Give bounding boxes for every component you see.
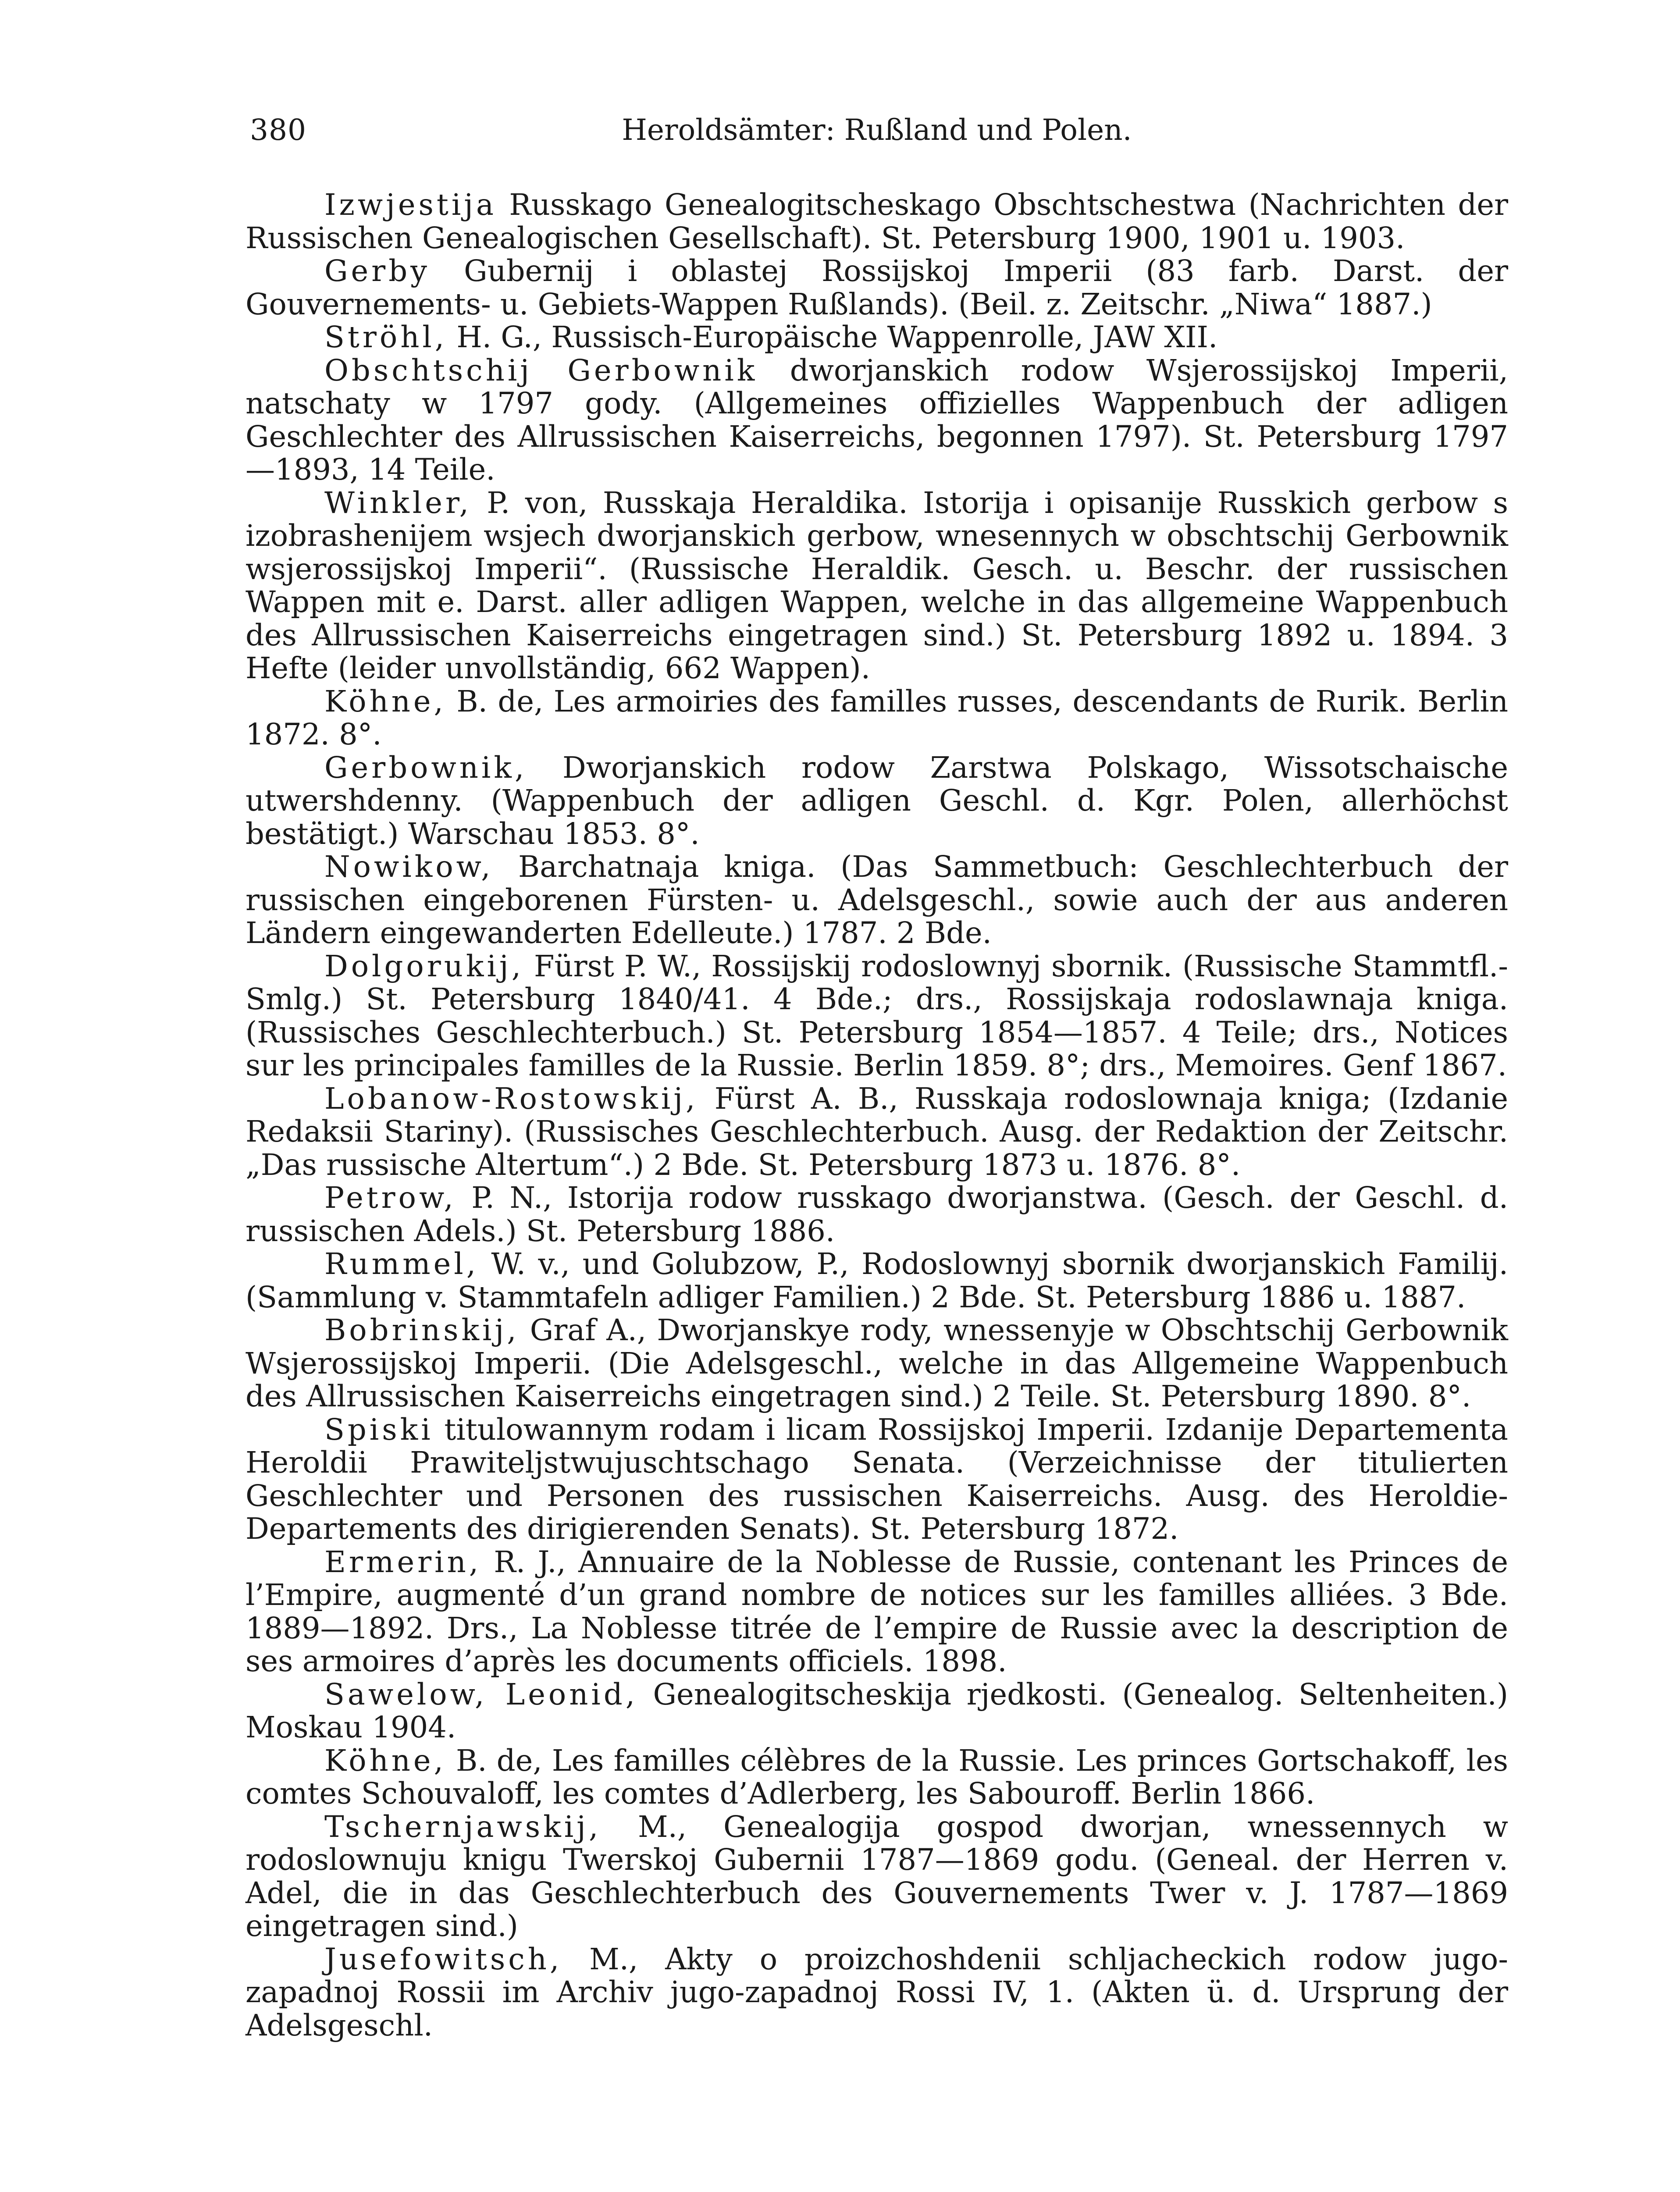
bibliography-entry — [246, 1248, 1508, 1314]
entry-text: M., Genealogija gospod dworjan, wnessennych w rodoslownuju knigu Twerskoj Gubernii 1787—1869 godu. (Geneal. der Herren v. Adel, die in das Geschlechterbuch des Gouvernements Twer v. J. 1787—1869 eingetragen sind.) — [246, 1809, 1508, 1943]
bibliography-entry — [246, 850, 1508, 950]
entry-author: Köhne, — [324, 684, 446, 719]
entry-text: Genealogitscheskija rjedkosti. (Genealog. Seltenheiten.) Moskau 1904. — [246, 1677, 1508, 1744]
bibliography-entry — [246, 950, 1508, 1082]
entry-text: H. G., Russisch-Europäische Wappenrolle, JAW XII. — [447, 320, 1218, 354]
entry-author: Köhne, — [324, 1743, 446, 1778]
page-header — [246, 113, 1508, 161]
entry-text: dworjanskich rodow Wsjerossijskoj Imperii, natschaty w 1797 gody. (Allgemeines offizielles Wappenbuch der adligen Geschlechter des Allrussischen Kaiserreichs, begonnen 1797). St. Petersburg 1797—1893, 14 Teile. — [246, 353, 1509, 487]
entry-author: Tschernjawskij, — [324, 1809, 602, 1844]
bibliography-entry — [246, 487, 1508, 685]
entry-text: M., Akty o proizchoshdenii schljacheckich rodow jugo-zapadnoj Rossii im Archiv jugo-zapadnoj Rossi IV, 1. (Akten ü. d. Ursprung der Adelsgeschl. — [246, 1942, 1508, 2043]
entry-text: titulowannym rodam i licam Rossijskoj Imperii. Izdanije Departementa Heroldii Prawiteljstwujuschtschago Senata. (Verzeichnisse der titulierten Geschlechter und Personen des russischen Kaiserreichs. Ausg. des Heroldie-Departements des dirigierenden Senats). St. Petersburg 1872. — [246, 1412, 1508, 1546]
bibliography-entry — [246, 1678, 1508, 1744]
bibliography-entry — [246, 1943, 1508, 2043]
bibliography-entry — [246, 189, 1508, 255]
entry-author: Winkler, — [324, 485, 472, 520]
entry-author: Rummel, — [324, 1247, 479, 1281]
entry-text: Russkago Genealogitscheskago Obschtschestwa (Nachrichten der Russischen Genealogischen Gesellschaft). St. Petersburg 1900, 1901 u. 1903. — [246, 188, 1508, 255]
entry-text: Fürst A. B., Russkaja rodoslownaja kniga; (Izdanie Redaksii Stariny). (Russisches Geschlechterbuch. Ausg. der Redaktion der Zeitschr. „Das russische Altertum“.) 2 Bde. St. Petersburg 1873 u. 1876. 8°. — [246, 1081, 1508, 1182]
entry-text: Fürst P. W., Rossijskij rodoslownyj sbornik. (Russische Stammtfl.-Smlg.) St. Petersburg 1840/41. 4 Bde.; drs., Rossijskaja rodoslawnaja kniga. (Russisches Geschlechterbuch.) St. Petersburg 1854—1857. 4 Teile; drs., Notices sur les principales familles de la Russie. Berlin 1859. 8°; drs., Memoires. Genf 1867. — [246, 949, 1508, 1082]
bibliography-entry — [246, 1546, 1508, 1678]
bibliography-entry — [246, 1744, 1508, 1811]
entry-author: Ermerin, — [324, 1544, 482, 1579]
page-number: 380 — [250, 113, 306, 147]
entry-text: P. N., Istorija rodow russkago dworjanstwa. (Gesch. der Geschl. d. russischen Adels.) St. Petersburg 1886. — [246, 1181, 1508, 1248]
bibliography-entry — [246, 255, 1508, 321]
entry-text: R. J., Annuaire de la Noblesse de Russie, contenant les Princes de l’Empire, augmenté d’un grand nombre de notices sur les familles alliées. 3 Bde. 1889—1892. Drs., La Noblesse titrée de l’empire de Russie avec la description de ses armoires d’après les documents officiels. 1898. — [246, 1544, 1508, 1678]
entry-text: B. de, Les familles célèbres de la Russie. Les princes Gortschakoff, les comtes Schouvaloff, les comtes d’Adlerberg, les Sabouroff. Berlin 1866. — [246, 1743, 1508, 1811]
entry-author: Lobanow-Rostowskij, — [324, 1081, 698, 1116]
entry-author: Sawelow, Leonid, — [324, 1677, 638, 1712]
entry-author: Nowikow, — [324, 850, 494, 884]
entry-author: Gerby — [324, 254, 430, 288]
entry-text: W. v., und Golubzow, P., Rodoslownyj sbornik dworjanskich Familij. (Sammlung v. Stammtafeln adliger Familien.) 2 Bde. St. Petersburg 1886 u. 1887. — [246, 1247, 1508, 1314]
bibliography-entry — [246, 751, 1508, 851]
entry-author: Dolgorukij, — [324, 949, 524, 983]
bibliography-entry — [246, 1181, 1508, 1248]
entry-author: Izwjestija — [324, 188, 497, 222]
bibliography-list — [246, 189, 1508, 2042]
bibliography-entry — [246, 1413, 1508, 1546]
entry-author: Obschtschij Gerbownik — [324, 353, 758, 388]
bibliography-entry — [246, 1082, 1508, 1182]
entry-author: Spiski — [324, 1412, 434, 1447]
entry-text: Gubernij i oblastej Rossijskoj Imperii (83 farb. Darst. der Gouvernements- u. Gebiets-Wappen Rußlands). (Beil. z. Zeitschr. „Niwa“ 1887.) — [246, 254, 1508, 321]
bibliography-entry — [246, 354, 1508, 487]
entry-author: Gerbownik, — [324, 750, 527, 785]
bibliography-entry — [246, 1314, 1508, 1413]
entry-text: Dworjanskich rodow Zarstwa Polskago, Wissotschaische utwershdenny. (Wappenbuch der adligen Geschl. d. Kgr. Polen, allerhöchst bestätigt.) Warschau 1853. 8°. — [246, 750, 1508, 851]
entry-text: P. von, Russkaja Heraldika. Istorija i opisanije Russkich gerbow s izobrashenijem wsjech dworjanskich gerbow, wnesennych w obschtschij Gerbownik wsjerossijskoj Imperii“. (Russische Heraldik. Gesch. u. Beschr. der russischen Wappen mit e. Darst. aller adligen Wappen, welche in das allgemeine Wappenbuch des Allrussischen Kaiserreichs eingetragen sind.) St. Petersburg 1892 u. 1894. 3 Hefte (leider unvollständig, 662 Wappen). — [246, 485, 1508, 685]
entry-text: Barchatnaja kniga. (Das Sammetbuch: Geschlechterbuch der russischen eingeborenen Fürsten- u. Adelsgeschl., sowie auch der aus anderen Ländern eingewanderten Edelleute.) 1787. 2 Bde. — [246, 850, 1508, 950]
entry-text: Graf A., Dworjanskye rody, wnessenyje w Obschtschij Gerbownik Wsjerossijskoj Imperii. (Die Adelsgeschl., welche in das Allgemeine Wappenbuch des Allrussischen Kaiserreichs eingetragen sind.) 2 Teile. St. Petersburg 1890. 8°. — [246, 1313, 1508, 1413]
entry-text: B. de, Les armoiries des familles russes, descendants de Rurik. Berlin 1872. 8°. — [246, 684, 1508, 751]
entry-author: Bobrinskij, — [324, 1313, 520, 1347]
entry-author: Jusefowitsch, — [324, 1942, 562, 1976]
entry-author: Petrow, — [324, 1181, 456, 1215]
entry-author: Ströhl, — [324, 320, 448, 354]
running-title: Heroldsämter: Rußland und Polen. — [622, 113, 1132, 147]
bibliography-entry — [246, 321, 1508, 354]
bibliography-entry — [246, 685, 1508, 751]
bibliography-entry — [246, 1811, 1508, 1943]
